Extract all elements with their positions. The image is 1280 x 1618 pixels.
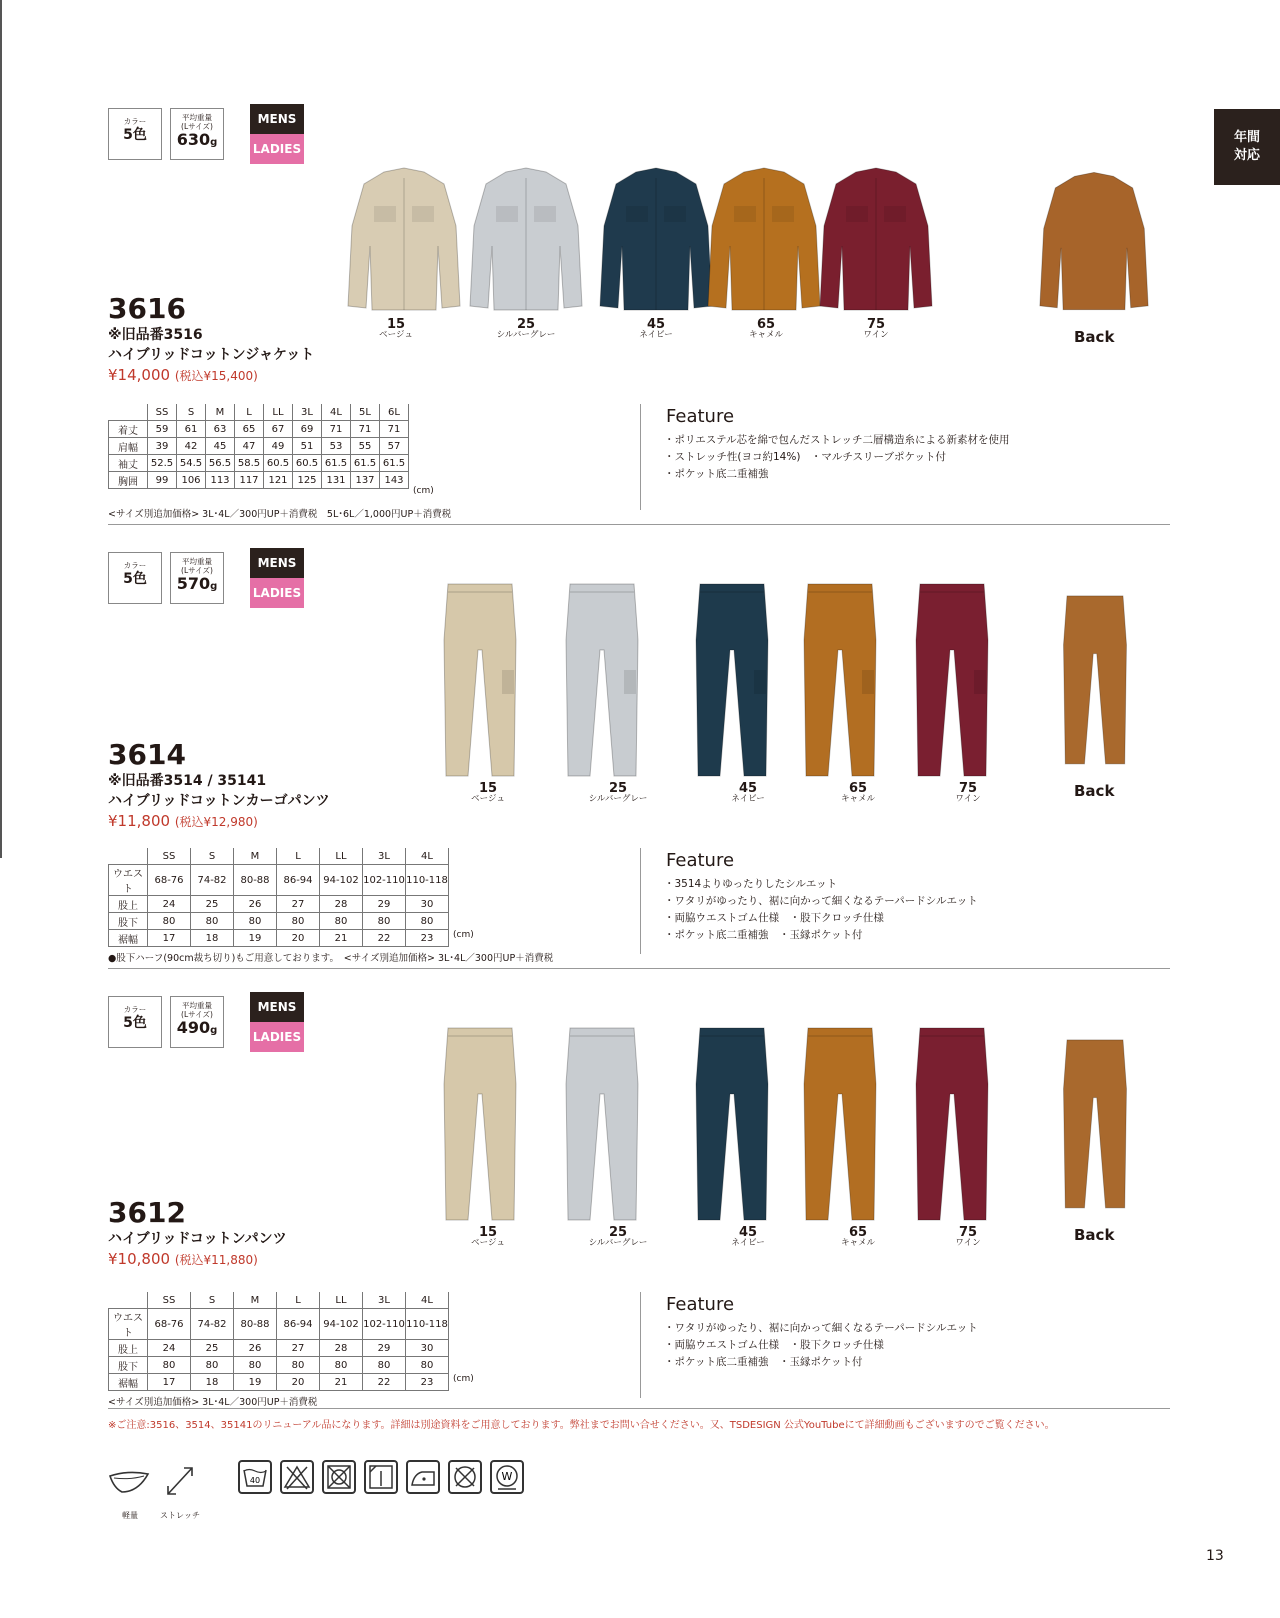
jacket-swatch-15 (344, 166, 464, 316)
feature-icon-label: 軽量 (122, 1511, 138, 1520)
caution-divider (108, 1408, 1170, 1409)
size-cell: 63 (206, 421, 235, 438)
size-row (109, 472, 409, 489)
season-tag (1214, 109, 1280, 185)
size-cell: 68-76 (148, 1309, 191, 1340)
jacket-swatch-25 (466, 166, 586, 316)
size-row-label: 股下 (109, 913, 148, 930)
swatch-color-name: ネイビー (639, 330, 673, 340)
weight-label: 平均重量 (Lサイズ) (181, 557, 213, 575)
size-cell: 80-88 (234, 1309, 277, 1340)
size-cell: 65 (235, 421, 264, 438)
size-row (109, 896, 449, 913)
color-count-box (108, 552, 162, 604)
jacket-swatch-75 (816, 166, 936, 316)
size-table (108, 404, 409, 489)
pants-back-view (1060, 1024, 1130, 1222)
pants-swatch-65 (800, 580, 880, 778)
section-divider (108, 968, 1170, 969)
size-cell: 60.5 (293, 455, 322, 472)
size-header: SS (148, 404, 177, 421)
size-cell: 60.5 (264, 455, 293, 472)
size-cell: 19 (234, 1374, 277, 1391)
swatch-color-name: ベージュ (379, 330, 413, 340)
size-cell: 143 (380, 472, 409, 489)
size-header: S (191, 1292, 234, 1309)
size-cell: 26 (234, 896, 277, 913)
size-cell: 52.5 (148, 455, 177, 472)
size-header: SS (148, 848, 191, 865)
size-cell: 23 (406, 930, 449, 947)
size-row (109, 438, 409, 455)
size-cell: 74-82 (191, 865, 234, 896)
swatch-color-name: シルバーグレー (496, 330, 556, 340)
jacket-swatch-45 (596, 166, 716, 316)
feature-item: ・ポケット底二重補強 (664, 468, 769, 480)
mens-badge: MENS (250, 104, 304, 134)
size-cell: 61.5 (380, 455, 409, 472)
swatch-color-name: ベージュ (471, 794, 505, 804)
swatch-number: 15 (386, 317, 406, 332)
size-cell: 125 (293, 472, 322, 489)
size-cell: 68-76 (148, 865, 191, 896)
feature-item: ・両脇ウエストゴム仕様 ・股下クロッチ仕様 (664, 1339, 884, 1351)
swatch-color-name: シルバーグレー (588, 1238, 648, 1248)
wet-clean-icon (490, 1460, 524, 1494)
size-cell: 49 (264, 438, 293, 455)
size-cell: 86-94 (277, 1309, 320, 1340)
size-cell: 45 (206, 438, 235, 455)
size-cell: 24 (148, 896, 191, 913)
size-cell: 80-88 (234, 865, 277, 896)
size-cell: 25 (191, 896, 234, 913)
feature-divider (640, 1292, 641, 1398)
size-cell: 71 (380, 421, 409, 438)
model-number: 3614 (108, 738, 186, 771)
price-value: ¥10,800 (108, 1250, 171, 1268)
size-row (109, 865, 449, 896)
size-header: 4L (406, 848, 449, 865)
price-tax-value: (税込¥12,980) (174, 815, 258, 829)
color-count-value: 5色 (123, 1015, 147, 1031)
feature-item: ・3514よりゆったりしたシルエット (664, 878, 838, 890)
size-cell: 117 (235, 472, 264, 489)
size-row (109, 930, 449, 947)
swatch-number: 15 (478, 1225, 498, 1240)
size-header: M (234, 1292, 277, 1309)
size-row (109, 1309, 449, 1340)
size-cell: 80 (191, 913, 234, 930)
pants-swatch-15 (440, 580, 520, 778)
feature-icon-label: ストレッチ (160, 1511, 200, 1520)
jacket-swatch-65 (704, 166, 824, 316)
size-cell: 80 (320, 1357, 363, 1374)
size-cell: 20 (277, 1374, 320, 1391)
feature-title: Feature (666, 850, 735, 871)
size-notes: <サイズ別追加価格> 3L･4L／300円UP＋消費税 (108, 1397, 318, 1408)
size-cell: 80 (191, 1357, 234, 1374)
pants-swatch-65 (800, 1024, 880, 1222)
size-header: S (177, 404, 206, 421)
pants-swatch-45 (692, 1024, 772, 1222)
size-cell: 80 (234, 1357, 277, 1374)
size-header: 3L (293, 404, 322, 421)
size-cell: 99 (148, 472, 177, 489)
size-cell: 21 (320, 1374, 363, 1391)
ladies-badge: LADIES (250, 1022, 304, 1052)
size-cell: 30 (406, 896, 449, 913)
back-label: Back (1074, 328, 1115, 346)
size-cell: 27 (277, 896, 320, 913)
size-header: LL (320, 1292, 363, 1309)
size-cell: 94-102 (320, 1309, 363, 1340)
swatch-number: 75 (866, 317, 886, 332)
model-number: 3612 (108, 1196, 186, 1229)
size-cell: 28 (320, 1340, 363, 1357)
product-price (108, 812, 258, 830)
size-cell: 80 (320, 913, 363, 930)
size-cell: 23 (406, 1374, 449, 1391)
swatch-color-name: キャメル (840, 1238, 875, 1248)
mens-badge: MENS (250, 548, 304, 578)
size-cell: 17 (148, 1374, 191, 1391)
feature-icon-stretch (158, 1462, 202, 1521)
pants-swatch-75 (912, 580, 992, 778)
feature-item: ・ストレッチ性(ヨコ約14%) ・マルチスリーブポケット付 (664, 451, 946, 463)
color-count-label: カラー (123, 1005, 147, 1014)
size-cell: 80 (277, 1357, 320, 1374)
size-cell: 131 (322, 472, 351, 489)
pants-swatch-75 (912, 1024, 992, 1222)
swatch-color-name: ワイン (955, 1238, 981, 1248)
color-count-label: カラー (123, 561, 147, 570)
swatch-color-name: ワイン (955, 794, 981, 804)
swatch-color-name: ネイビー (731, 1238, 765, 1248)
pants-swatch-45 (692, 580, 772, 778)
size-row-label: 股上 (109, 1340, 148, 1357)
size-cell: 69 (293, 421, 322, 438)
size-cell: 61 (177, 421, 206, 438)
size-cell: 29 (363, 896, 406, 913)
size-cell: 18 (191, 930, 234, 947)
size-cell: 39 (148, 438, 177, 455)
size-row-label: 股下 (109, 1357, 148, 1374)
size-header: 3L (363, 848, 406, 865)
size-cell: 121 (264, 472, 293, 489)
size-row (109, 1340, 449, 1357)
swatch-color-name: ネイビー (731, 794, 765, 804)
unit-cm: (cm) (413, 486, 434, 496)
product-name: ハイブリッドコットンパンツ (108, 1231, 287, 1247)
size-cell: 94-102 (320, 865, 363, 896)
size-cell: 80 (148, 1357, 191, 1374)
feature-item: ・ポケット底二重補強 ・玉縁ポケット付 (664, 929, 863, 941)
unit-cm: (cm) (453, 930, 474, 940)
size-cell: 61.5 (351, 455, 380, 472)
product-price (108, 366, 258, 384)
weight-box (170, 108, 224, 160)
size-header: 6L (380, 404, 409, 421)
size-cell: 80 (406, 1357, 449, 1374)
size-cell: 102-110 (363, 1309, 406, 1340)
color-count-box (108, 996, 162, 1048)
feature-title: Feature (666, 1294, 735, 1315)
size-cell: 47 (235, 438, 264, 455)
size-header: M (234, 848, 277, 865)
size-cell: 28 (320, 896, 363, 913)
iron-low-icon (406, 1460, 440, 1494)
weight-value: 490 (176, 1018, 211, 1037)
size-header: SS (148, 1292, 191, 1309)
feature-item: ・ワタリがゆったり、裾に向かって細くなるテーパードシルエット (664, 1322, 978, 1334)
size-cell: 80 (406, 913, 449, 930)
swatch-number: 65 (756, 317, 776, 332)
size-cell: 58.5 (235, 455, 264, 472)
weight-value: 630 (176, 130, 211, 149)
weight-box (170, 552, 224, 604)
size-cell: 18 (191, 1374, 234, 1391)
ladies-badge: LADIES (250, 578, 304, 608)
weight-value: 570 (176, 574, 211, 593)
wash-40-icon (238, 1460, 272, 1494)
price-value: ¥14,000 (108, 366, 171, 384)
feature-divider (640, 404, 641, 510)
line-dry-icon (364, 1460, 398, 1494)
size-cell: 29 (363, 1340, 406, 1357)
pants-back-view (1060, 580, 1130, 778)
weight-unit: g (210, 137, 218, 148)
ladies-badge: LADIES (250, 134, 304, 164)
no-tumble-dry-icon (322, 1460, 356, 1494)
size-notes: <サイズ別追加価格> 3L･4L／300円UP＋消費税 5L･6L／1,000円UP＋消費税 (108, 509, 452, 520)
size-cell: 20 (277, 930, 320, 947)
size-header: L (277, 1292, 320, 1309)
weight-unit: g (210, 1025, 218, 1036)
unit-cm: (cm) (453, 1374, 474, 1384)
page-number: 13 (1206, 1548, 1224, 1564)
size-row-label: ウエスト (109, 865, 148, 896)
no-bleach-icon (280, 1460, 314, 1494)
size-cell: 51 (293, 438, 322, 455)
swatch-number: 45 (646, 317, 666, 332)
swatch-number: 25 (516, 317, 536, 332)
size-row (109, 1357, 449, 1374)
left-edge-rule (0, 0, 2, 858)
size-cell: 24 (148, 1340, 191, 1357)
weight-box (170, 996, 224, 1048)
pants-swatch-25 (562, 1024, 642, 1222)
season-tag-line1: 年間 (1233, 130, 1260, 145)
size-cell: 61.5 (322, 455, 351, 472)
weight-label: 平均重量 (Lサイズ) (181, 113, 213, 131)
feature-icon-lightweight (108, 1466, 152, 1521)
feature-item: ・ポケット底二重補強 ・玉縁ポケット付 (664, 1356, 863, 1368)
model-number: 3616 (108, 292, 186, 325)
feature-title: Feature (666, 406, 735, 427)
color-count-value: 5色 (123, 571, 147, 587)
product-name: ハイブリッドコットンカーゴパンツ (108, 793, 330, 809)
size-cell: 27 (277, 1340, 320, 1357)
price-value: ¥11,800 (108, 812, 171, 830)
size-header: 4L (406, 1292, 449, 1309)
swatch-number: 45 (738, 1225, 758, 1240)
size-header: 4L (322, 404, 351, 421)
size-header: L (235, 404, 264, 421)
size-row-label: 着丈 (109, 421, 148, 438)
size-row-label: 裾幅 (109, 930, 148, 947)
size-row-label: 胸囲 (109, 472, 148, 489)
caution-text: ※ご注意:3516、3514、35141のリニューアル品になります。詳細は別途資料をご用意しております。弊社までお問い合せください。又、TSDESIGN 公式YouTubeにて詳細動画もございますのでご覧ください。 (108, 1420, 1055, 1431)
size-cell: 21 (320, 930, 363, 947)
section-divider (108, 524, 1170, 525)
old-model-number: ※旧品番3516 (108, 327, 203, 343)
size-cell: 80 (277, 913, 320, 930)
size-cell: 80 (363, 913, 406, 930)
product-name: ハイブリッドコットンジャケット (108, 347, 315, 363)
svg-text:W: W (501, 1470, 513, 1483)
size-row-label: 裾幅 (109, 1374, 148, 1391)
pants-swatch-15 (440, 1024, 520, 1222)
swatch-color-name: ベージュ (471, 1238, 505, 1248)
size-header: 3L (363, 1292, 406, 1309)
back-label: Back (1074, 1226, 1115, 1244)
stretch-arrow-icon (158, 1462, 202, 1500)
color-count-value: 5色 (123, 127, 147, 143)
size-header: 5L (351, 404, 380, 421)
feature-list (664, 1320, 978, 1371)
size-cell: 80 (234, 913, 277, 930)
old-model-number: ※旧品番3514 / 35141 (108, 773, 267, 789)
size-cell: 56.5 (206, 455, 235, 472)
size-cell: 67 (264, 421, 293, 438)
swatch-number: 25 (608, 1225, 628, 1240)
no-dry-clean-icon (448, 1460, 482, 1494)
size-cell: 42 (177, 438, 206, 455)
size-cell: 71 (322, 421, 351, 438)
size-cell: 86-94 (277, 865, 320, 896)
size-cell: 106 (177, 472, 206, 489)
swatch-number: 45 (738, 781, 758, 796)
weight-unit: g (210, 581, 218, 592)
product-price (108, 1250, 258, 1268)
size-header: S (191, 848, 234, 865)
swatch-number: 25 (608, 781, 628, 796)
size-header: LL (320, 848, 363, 865)
size-cell: 22 (363, 1374, 406, 1391)
size-cell: 55 (351, 438, 380, 455)
size-row (109, 421, 409, 438)
size-cell: 26 (234, 1340, 277, 1357)
color-count-box (108, 108, 162, 160)
size-row-label: ウエスト (109, 1309, 148, 1340)
swatch-number: 15 (478, 781, 498, 796)
size-cell: 54.5 (177, 455, 206, 472)
svg-text:40: 40 (249, 1476, 261, 1485)
color-count-label: カラー (123, 117, 147, 126)
size-table (108, 1292, 449, 1391)
size-cell: 57 (380, 438, 409, 455)
size-row-label: 肩幅 (109, 438, 148, 455)
swatch-number: 65 (848, 781, 868, 796)
size-cell: 102-110 (363, 865, 406, 896)
swatch-number: 75 (958, 781, 978, 796)
size-header: M (206, 404, 235, 421)
size-cell: 17 (148, 930, 191, 947)
swatch-number: 75 (958, 1225, 978, 1240)
care-icons (238, 1460, 524, 1494)
feature-item: ・ワタリがゆったり、裾に向かって細くなるテーパードシルエット (664, 895, 978, 907)
size-cell: 59 (148, 421, 177, 438)
size-cell: 30 (406, 1340, 449, 1357)
size-cell: 74-82 (191, 1309, 234, 1340)
size-header: LL (264, 404, 293, 421)
size-cell: 71 (351, 421, 380, 438)
mens-badge: MENS (250, 992, 304, 1022)
size-cell: 53 (322, 438, 351, 455)
size-notes: ●股下ハーフ(90cm裁ち切り)もご用意しております。 <サイズ別追加価格> 3L･4L／300円UP＋消費税 (108, 953, 554, 964)
jacket-back-view (1036, 170, 1152, 316)
swatch-number: 65 (848, 1225, 868, 1240)
size-cell: 22 (363, 930, 406, 947)
feature-list (664, 432, 1009, 483)
swatch-color-name: ワイン (863, 330, 889, 340)
size-row (109, 913, 449, 930)
swatch-color-name: キャメル (748, 330, 783, 340)
size-cell: 110-118 (406, 865, 449, 896)
size-cell: 113 (206, 472, 235, 489)
size-row-label: 袖丈 (109, 455, 148, 472)
feature-divider (640, 848, 641, 954)
size-cell: 80 (363, 1357, 406, 1374)
price-tax-value: (税込¥11,880) (174, 1253, 258, 1267)
size-row (109, 1374, 449, 1391)
size-cell: 80 (148, 913, 191, 930)
size-cell: 25 (191, 1340, 234, 1357)
feather-icon (108, 1466, 152, 1500)
swatch-color-name: シルバーグレー (588, 794, 648, 804)
pants-swatch-25 (562, 580, 642, 778)
size-cell: 110-118 (406, 1309, 449, 1340)
feature-list (664, 876, 978, 944)
feature-item: ・ポリエステル芯を綿で包んだストレッチ二層構造糸による新素材を使用 (664, 434, 1010, 446)
swatch-color-name: キャメル (840, 794, 875, 804)
size-header: L (277, 848, 320, 865)
price-tax-value: (税込¥15,400) (174, 369, 258, 383)
size-row (109, 455, 409, 472)
season-tag-line2: 対応 (1233, 148, 1260, 163)
size-table (108, 848, 449, 947)
back-label: Back (1074, 782, 1115, 800)
size-row-label: 股上 (109, 896, 148, 913)
weight-label: 平均重量 (Lサイズ) (181, 1001, 213, 1019)
feature-item: ・両脇ウエストゴム仕様 ・股下クロッチ仕様 (664, 912, 884, 924)
size-cell: 19 (234, 930, 277, 947)
size-cell: 137 (351, 472, 380, 489)
